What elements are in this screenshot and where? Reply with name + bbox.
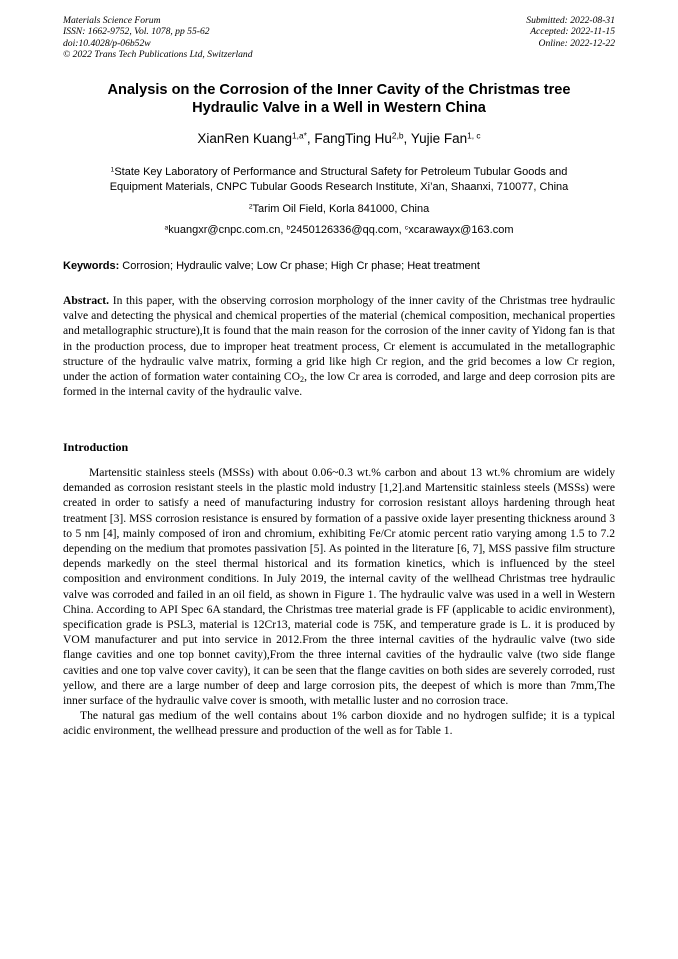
author-affiliation-mark: 1, c	[467, 130, 481, 141]
keywords	[63, 259, 615, 273]
author-affiliation-mark: 1,a*	[291, 130, 307, 141]
email-address: xcarawayx@163.com	[408, 224, 514, 236]
author-name: FangTing Hu	[314, 131, 392, 146]
author-list	[40, 130, 638, 148]
abstract-label: Abstract.	[63, 294, 110, 307]
email-mark: b	[286, 224, 291, 232]
section-heading-introduction: Introduction	[63, 440, 129, 454]
author-separator: ,	[403, 131, 411, 146]
paper-title	[40, 81, 638, 117]
author-affiliation-mark: 2,b	[391, 130, 404, 141]
accepted-date: Accepted: 2022-11-15	[530, 26, 615, 38]
journal-issn: ISSN: 1662-9752, Vol. 1078, pp 55-62	[63, 26, 210, 38]
affiliation-1-line-2: Equipment Materials, CNPC Tubular Goods Research Institute, Xi’an, Shaanxi, 710077, China	[109, 181, 569, 193]
journal-copyright: © 2022 Trans Tech Publications Ltd, Switzerland	[63, 48, 253, 60]
affiliation-1-line-1: $^1$State Key Laboratory of Performance and Structural Safety for Petroleum Tubular Goods and	[110, 166, 568, 178]
abstract-subscript: 2	[300, 375, 305, 385]
affiliation-mark: 1	[110, 166, 115, 174]
affiliation-mark: 2	[248, 203, 253, 211]
author-name: Yujie Fan	[410, 131, 468, 146]
submitted-date: Submitted: 2022-08-31	[526, 15, 615, 26]
author-separator: ,	[306, 131, 315, 146]
author-emails: $^a$kuangxr@cnpc.com.cn, $^b$2450126336@qq.com, $^c$xcarawayx@163.com	[164, 224, 514, 236]
author-name: XianRen Kuang	[197, 131, 292, 146]
email-mark: c	[404, 224, 409, 232]
abstract	[63, 293, 615, 399]
paper-title-line-2: Hydraulic Valve in a Well in Western China	[192, 100, 486, 116]
keywords-label: Keywords:	[63, 260, 120, 272]
abstract-text-end: , the low Cr area is corroded, and large and deep corrosion pits are formed in the internal cavity of the hydraulic valve.	[63, 370, 615, 399]
abstract-text: In this paper, with the observing corrosion morphology of the inner cavity of the Christmas tree hydraulic valve and detecting the physical and chemical properties of the material (chemical composition, mechanical properties and metallographic structure),It is found that the main reason for the corrosion of the inner cavity of Yidong fan is that in the production process, due to improper heat treatment process, Cr element is accumulated in the metallographic structure of the hydraulic valve matrix, forming a grid like high Cr region, and the grid becomes a low Cr region, under the action of formation water containing CO	[63, 294, 615, 384]
affiliation-2: $^2$Tarim Oil Field, Korla 841000, China	[248, 203, 430, 215]
journal-name: Materials Science Forum	[63, 15, 161, 26]
email-address: 2450126336@qq.com	[290, 224, 399, 236]
journal-doi: doi:10.4028/p-06b52w	[63, 37, 151, 49]
email-address: kuangxr@cnpc.com.cn	[168, 224, 281, 236]
journal-header-right	[526, 15, 615, 49]
journal-header-left	[63, 15, 253, 60]
affiliation-1	[66, 165, 612, 195]
online-date: Online: 2022-12-22	[538, 37, 615, 49]
introduction-body	[63, 465, 615, 739]
email-mark: a	[164, 224, 169, 232]
intro-paragraph-2: The natural gas medium of the well contains about 1% carbon dioxide and no hydrogen sulfide; it is a typical acidic environment, the wellhead pressure and production of the well as for Table 1.	[63, 709, 615, 738]
intro-paragraph-1: Martensitic stainless steels (MSSs) with about 0.06~0.3 wt.% carbon and about 13 wt.% chromium are widely demanded as corrosion resistant steels in the plastic mold industry [1,2].and Martensitic stainless steels (MSSs) were created in order to satisfy a need of manufacturing industry for corrosion resistant alloys hardening through heat treatment [3]. MSS corrosion resistance is ensured by formation of a passive oxide layer presenting thickness around 3 to 5 nm [4], mainly composed of iron and chromium, exhibiting Fe/Cr atomic percent ratio varying among 1.5 to 7.2 depending on the medium that promotes passivation [5]. As pointed in the literature [6, 7], MSS passive film structure depends markedly on the steel thermal historical and its formation kinetics, which is influenced by the steel composition and environment conditions. In July 2019, the internal cavity of the wellhead Christmas tree hydraulic valve was corroded and failed in an oil field, as shown in Figure 1. The hydraulic valve was used in a well in Western China. According to API Spec 6A standard, the Christmas tree material grade is FF (applicable to acidic environment), specification grade is PSL3, material is 12Cr13, material code is 75K, and temperature grade is L. it is produced by VOM manufacturer and put into service in 2012.From the three internal cavities of the hydraulic valve (two side flange cavities and one top bonnet cavity),From the three internal cavities of the hydraulic valve (two side flange cavities and one top valve cover cavity), it can be seen that the flange cavities on both sides are severely corroded, rust yellow, and there are a large number of deep and large corrosion pits, the deepest of which is more than 7mm,The inner surface of the hydraulic valve cover is smooth, with metallic luster and no corrosion trace.	[63, 466, 615, 708]
keywords-text: Corrosion; Hydraulic valve; Low Cr phase; High Cr phase; Heat treatment	[119, 260, 480, 272]
paper-title-line-1: Analysis on the Corrosion of the Inner Cavity of the Christmas tree	[107, 82, 571, 98]
